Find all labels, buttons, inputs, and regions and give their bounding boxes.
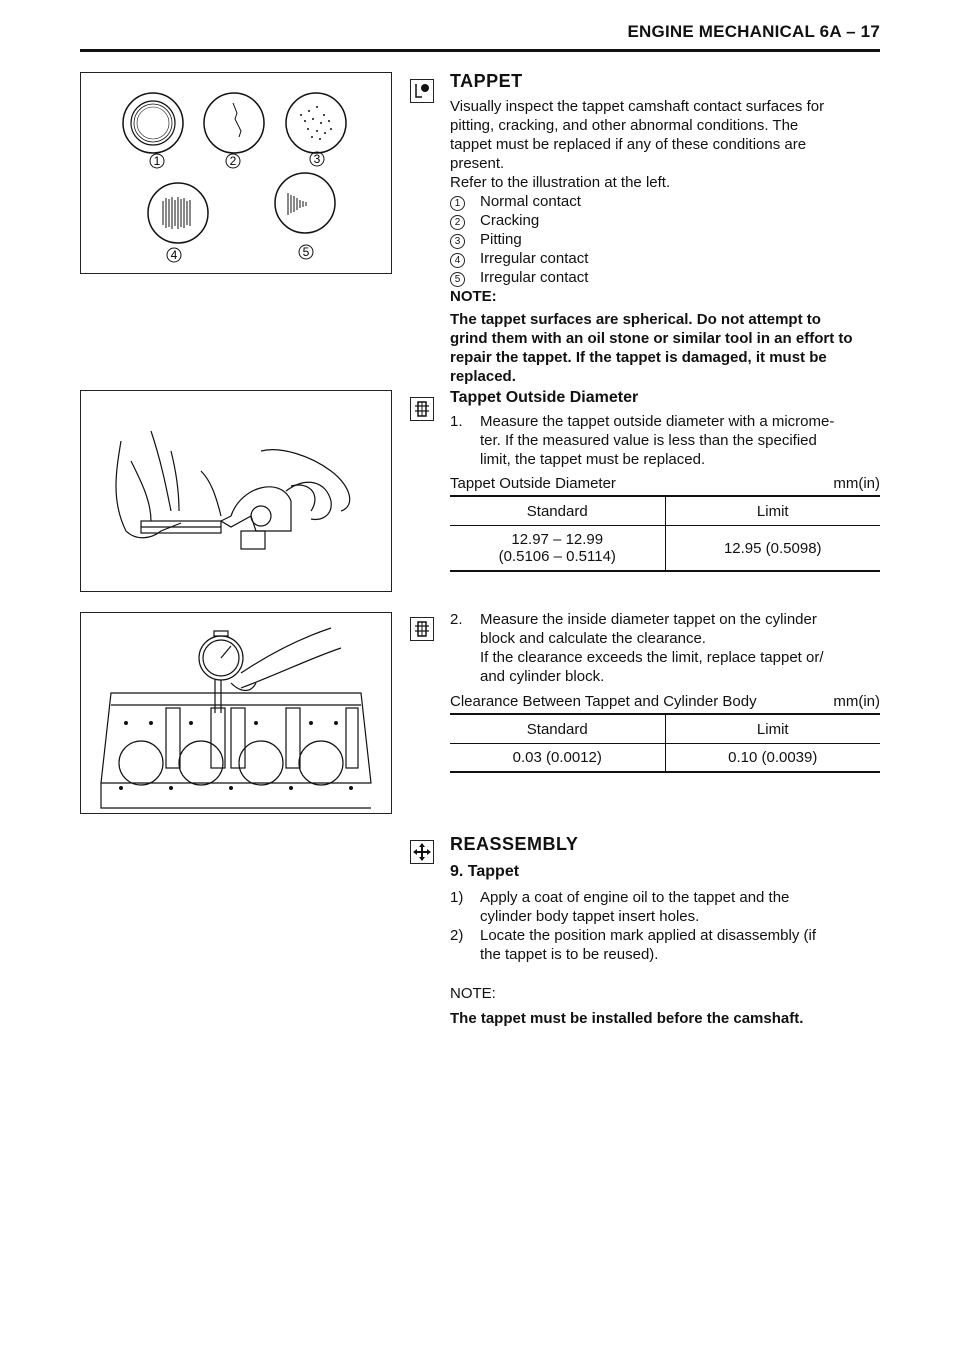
column-header: Standard — [450, 497, 665, 526]
step-line: ter. If the measured value is less than the specified — [480, 432, 817, 449]
step-number: 2. — [450, 611, 463, 628]
spec-table-unit: mm(in) — [833, 693, 880, 710]
item-number: 3 — [450, 234, 465, 249]
callout-2: 2 — [229, 154, 237, 168]
note-text — [450, 310, 880, 386]
spec-table-unit: mm(in) — [833, 475, 880, 492]
item-label: Irregular contact — [480, 269, 589, 286]
column-header: Standard — [450, 715, 665, 744]
tappet-title: TAPPET — [450, 71, 523, 91]
list-item — [450, 211, 880, 230]
step-line: Measure the tappet outside diameter with a microme- — [480, 413, 835, 430]
outside-diameter-section — [450, 389, 880, 572]
reassembly-subtitle: 9. Tappet — [450, 863, 520, 880]
item-label: Normal contact — [480, 193, 581, 210]
note-label: NOTE: — [450, 985, 496, 1002]
item-label: Irregular contact — [480, 250, 589, 267]
step-line: block and calculate the clearance. — [480, 630, 706, 647]
note-text: The tappet must be installed before the camshaft. — [450, 1010, 804, 1027]
list-item — [450, 230, 880, 249]
step-line: the tappet is to be reused). — [480, 946, 659, 963]
measurement-step — [450, 610, 880, 686]
column-header: Limit — [756, 502, 789, 520]
spec-table-title: Clearance Between Tappet and Cylinder Body — [450, 693, 757, 710]
note-line: The tappet surfaces are spherical. Do not attempt to — [450, 311, 821, 328]
item-number: 2 — [450, 215, 465, 230]
note-line: replaced. — [450, 368, 516, 385]
spec-table-caption — [450, 693, 880, 715]
step-line: limit, the tappet must be replaced. — [480, 451, 706, 468]
callout-1: 1 — [153, 154, 161, 168]
intro-line: tappet must be replaced if any of these conditions are — [450, 136, 807, 153]
intro-line: present. — [450, 155, 505, 172]
column-header: Limit — [756, 720, 789, 738]
standard-value — [450, 526, 665, 572]
step-number: 1) — [450, 889, 464, 906]
step-number: 1. — [450, 413, 463, 430]
step-line: Locate the position mark applied at disassembly (if — [480, 927, 817, 944]
measure-icon — [410, 397, 434, 421]
list-item — [450, 888, 880, 926]
callout-5: 5 — [302, 245, 310, 259]
figure-micrometer — [80, 390, 392, 592]
step-line: If the clearance exceeds the limit, replace tappet or/ — [480, 649, 824, 666]
item-label: Pitting — [480, 231, 522, 248]
standard-value: 0.03 (0.0012) — [450, 744, 665, 773]
header-rule — [80, 49, 880, 52]
spec-table-title: Tappet Outside Diameter — [450, 475, 616, 492]
spec-table-caption — [450, 475, 880, 497]
step-line: Measure the inside diameter tappet on the cylinder — [480, 611, 817, 628]
tappet-section — [450, 71, 880, 386]
callout-4: 4 — [170, 248, 178, 262]
measurement-step — [450, 412, 880, 469]
intro-line: pitting, cracking, and other abnormal conditions. The — [450, 117, 799, 134]
note-line: grind them with an oil stone or similar tool in an effort to — [450, 330, 853, 347]
step-line: Apply a coat of engine oil to the tappet and the — [480, 889, 790, 906]
item-number: 4 — [450, 253, 465, 268]
note-label: NOTE: — [450, 288, 497, 305]
item-label: Cracking — [480, 212, 540, 229]
step-number: 2) — [450, 927, 464, 944]
note-line: repair the tappet. If the tappet is damaged, it must be — [450, 349, 827, 366]
list-item — [450, 926, 880, 964]
outside-diameter-title: Tappet Outside Diameter — [450, 389, 639, 406]
condition-list — [450, 192, 880, 287]
intro-line: Visually inspect the tappet camshaft contact surfaces for — [450, 98, 825, 115]
intro-line: Refer to the illustration at the left. — [450, 174, 671, 191]
step-line: cylinder body tappet insert holes. — [480, 908, 700, 925]
item-number: 1 — [450, 196, 465, 211]
figure-tappet-contact-patterns — [80, 72, 392, 274]
inspection-icon — [410, 79, 434, 103]
standard-line: 12.97 – 12.99 — [511, 531, 604, 548]
reassembly-title: REASSEMBLY — [450, 834, 579, 854]
spec-table — [450, 497, 880, 572]
list-item — [450, 249, 880, 268]
standard-line: (0.5106 – 0.5114) — [498, 548, 616, 565]
page-header-title: ENGINE MECHANICAL 6A – 17 — [627, 22, 880, 41]
limit-value: 0.10 (0.0039) — [728, 749, 818, 766]
item-number: 5 — [450, 272, 465, 287]
tappet-intro — [450, 97, 880, 192]
reassembly-icon — [410, 840, 434, 864]
figure-dial-gauge-cylinder-block — [80, 612, 392, 814]
reassembly-steps — [450, 888, 880, 964]
clearance-section — [450, 610, 880, 773]
step-line: and cylinder block. — [480, 668, 605, 685]
reassembly-section — [450, 834, 880, 1028]
list-item — [450, 268, 880, 287]
spec-table — [450, 715, 880, 773]
measure-icon — [410, 617, 434, 641]
callout-3: 3 — [313, 152, 321, 166]
list-item — [450, 192, 880, 211]
limit-value: 12.95 (0.5098) — [723, 539, 822, 557]
